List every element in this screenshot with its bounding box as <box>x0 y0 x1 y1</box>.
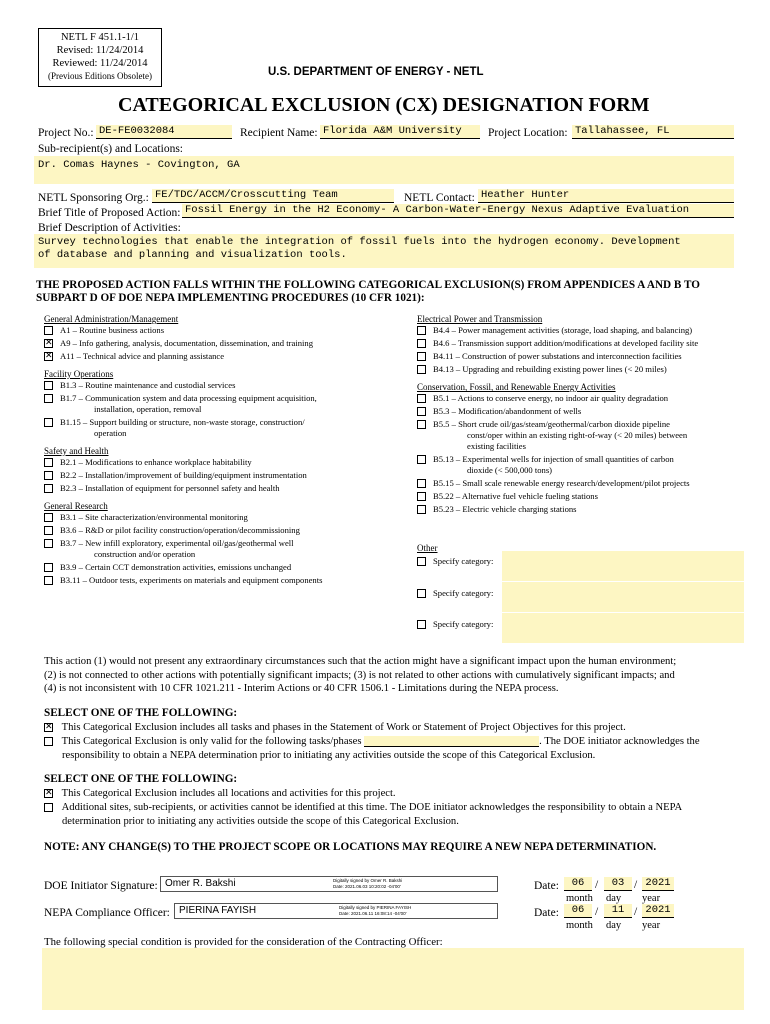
select1-checkbox-1[interactable]: ✕ <box>45 722 53 733</box>
other-field-1[interactable] <box>502 551 744 581</box>
project-no-field[interactable]: DE-FE0032084 <box>96 125 232 139</box>
exclusion-label: B4.13 – Upgrading and rebuilding existing power lines (< 20 miles) <box>433 364 667 374</box>
exclusion-label: B4.11 – Construction of power substations and interconnection facilities <box>433 351 682 361</box>
exclusion-item <box>417 478 747 489</box>
statement-line-2: (2) is not connected to other actions with potentially significant impacts; (3) is not related to other actions with cumulatively significant impacts; and <box>44 669 675 681</box>
select2-checkbox-1[interactable]: ✕ <box>45 788 53 799</box>
exclusion-checkbox[interactable] <box>417 420 426 429</box>
exclusion-label-continued: existing facilities <box>467 441 526 451</box>
exclusion-checkbox[interactable] <box>44 381 53 390</box>
nepa-year-caption: year <box>642 920 661 931</box>
select1-option-2-text: This Categorical Exclusion is only valid for the following tasks/phases <box>61 736 362 747</box>
exclusion-item <box>44 338 414 349</box>
exclusion-item <box>44 351 414 362</box>
select1-option-2 <box>44 735 700 749</box>
select1-checkbox-2[interactable] <box>44 737 53 746</box>
exclusions-heading <box>36 279 700 305</box>
tasks-phases-field[interactable] <box>364 736 539 747</box>
other-specify-2 <box>417 588 497 599</box>
exclusion-checkbox[interactable] <box>44 526 53 535</box>
exclusion-label: B2.1 – Modifications to enhance workplace habitability <box>60 457 252 467</box>
exclusion-checkbox[interactable] <box>417 479 426 488</box>
exclusion-text <box>60 575 322 586</box>
exclusion-text <box>60 538 294 560</box>
exclusion-label: A9 – Info gathering, analysis, documentation, dissemination, and training <box>60 338 313 348</box>
exclusion-checkbox[interactable] <box>417 326 426 335</box>
statement-paragraph <box>44 655 676 696</box>
obsolete-note: (Previous Editions Obsolete) <box>48 71 152 81</box>
doe-month-caption: month <box>566 893 593 904</box>
exclusion-item <box>417 504 747 515</box>
exclusion-text <box>433 338 698 349</box>
exclusion-item <box>417 419 747 452</box>
exclusion-text <box>60 393 317 415</box>
exclusion-label: B5.3 – Modification/abandonment of wells <box>433 406 582 416</box>
exclusion-label-continued: operation <box>94 428 127 438</box>
doe-digital-date: Date: 2021.06.03 10:20:02 -04'00' <box>333 883 401 889</box>
exclusion-label-continued: const/oper within an existing right-of-way (< 20 miles) between <box>467 430 688 440</box>
select1-option-2-cont: responsibility to obtain a NEPA determination prior to initiating any activities outside the scope of this Categorical Exclusion. <box>62 750 596 761</box>
exclusion-item <box>417 325 747 336</box>
left-group-general-administration-management <box>44 314 414 362</box>
exclusion-checkbox[interactable] <box>44 418 53 427</box>
other-field-3[interactable] <box>502 613 744 643</box>
specify-label-2: Specify category: <box>433 588 494 598</box>
form-number: NETL F 451.1-1/1 <box>60 32 140 43</box>
exclusion-text <box>60 338 313 349</box>
exclusion-item <box>417 454 747 476</box>
exclusion-item <box>417 364 747 375</box>
statement-line-1: This action (1) would not present any extraordinary circumstances such that the action might have a significant impact upon the human environment; <box>44 656 677 667</box>
nepa-date-sep-2: / <box>634 906 638 918</box>
other-specify-3 <box>417 619 497 630</box>
statement-line-3: (4) is not inconsistent with 10 CFR 1021.211 - Interim Actions or 40 CFR 1506.1 - Limitations during the NEPA process. <box>44 683 559 694</box>
exclusion-text <box>433 419 687 452</box>
select2-option-2 <box>44 801 682 815</box>
category-heading: General Administration/Management <box>44 314 179 324</box>
exclusion-label: B2.3 – Installation of equipment for personnel safety and health <box>60 483 280 493</box>
select2-checkbox-2[interactable] <box>44 803 53 812</box>
exclusion-text <box>433 478 690 489</box>
right-group-conservation-fossil-and-renewable-energy-activities <box>417 382 747 515</box>
location-field[interactable]: Tallahassee, FL <box>572 125 734 139</box>
exclusions-heading-line-1: THE PROPOSED ACTION FALLS WITHIN THE FOLLOWING CATEGORICAL EXCLUSION(S) FROM APPENDICES A AND B TO <box>36 279 700 291</box>
exclusion-text <box>60 562 291 573</box>
left-group-general-research <box>44 501 414 586</box>
exclusion-text <box>60 325 164 336</box>
exclusion-item <box>44 575 414 586</box>
exclusion-checkbox[interactable] <box>44 394 53 403</box>
exclusion-checkbox[interactable] <box>417 365 426 374</box>
exclusion-checkbox[interactable] <box>417 455 426 464</box>
exclusion-text <box>433 325 692 336</box>
doe-year-field[interactable]: 2021 <box>642 877 674 891</box>
exclusion-label: B1.3 – Routine maintenance and custodial services <box>60 380 236 390</box>
exclusion-checkbox[interactable] <box>44 484 53 493</box>
category-heading: Facility Operations <box>44 369 114 379</box>
exclusion-checkbox[interactable]: ✕ <box>45 351 53 361</box>
exclusion-checkbox[interactable] <box>44 563 53 572</box>
other-checkbox-1[interactable] <box>417 557 426 566</box>
left-group-safety-and-health <box>44 446 414 494</box>
special-condition-label: The following special condition is provided for the consideration of the Contracting Officer: <box>44 936 443 948</box>
doe-year-caption: year <box>642 893 661 904</box>
exclusion-label: B3.6 – R&D or pilot facility construction/operation/decommissioning <box>60 525 300 535</box>
revised-date: Revised: 11/24/2014 <box>56 45 144 56</box>
doe-digital-signed: Digitally signed by Omer R. Bakshi <box>333 878 403 883</box>
nepa-month-field[interactable]: 06 <box>564 904 592 918</box>
exclusion-item <box>417 406 747 417</box>
exclusion-text <box>60 470 307 481</box>
nepa-digital-signed: Digitally signed by PIERINA FAYISH <box>339 905 412 910</box>
exclusion-item <box>44 470 414 481</box>
exclusion-text <box>433 351 682 362</box>
category-heading: Safety and Health <box>44 446 109 456</box>
exclusion-label-continued: construction and/or operation <box>94 549 196 559</box>
sponsoring-field[interactable]: FE/TDC/ACCM/Crosscutting Team <box>152 189 394 203</box>
left-group-facility-operations <box>44 369 414 439</box>
exclusion-label: B5.23 – Electric vehicle charging stations <box>433 504 577 514</box>
brief-desc-label: Brief Description of Activities: <box>38 222 181 234</box>
exclusion-checkbox[interactable] <box>44 471 53 480</box>
location-label: Project Location: <box>488 127 568 139</box>
exclusion-text <box>433 491 598 502</box>
exclusion-text <box>60 351 224 362</box>
brief-title-label: Brief Title of Proposed Action: <box>38 207 181 219</box>
exclusion-checkbox[interactable]: ✕ <box>45 338 53 348</box>
exclusion-label: B4.4 – Power management activities (storage, load shaping, and balancing) <box>433 325 693 335</box>
exclusion-checkbox[interactable] <box>44 513 53 522</box>
subrecipients-field[interactable] <box>34 156 734 184</box>
exclusion-text <box>60 483 280 494</box>
exclusion-text <box>60 457 252 468</box>
doe-date-label: Date: <box>534 880 559 892</box>
exclusion-label: B4.6 – Transmission support addition/modifications at developed facility site <box>433 338 699 348</box>
exclusion-item <box>44 380 414 391</box>
doe-initiator-name: Omer R. Bakshi <box>165 878 236 889</box>
scope-change-note: NOTE: ANY CHANGE(S) TO THE PROJECT SCOPE OR LOCATIONS MAY REQUIRE A NEW NEPA DETERMINATION. <box>44 841 657 853</box>
exclusion-item <box>44 417 414 439</box>
reviewed-date: Reviewed: 11/24/2014 <box>52 58 148 69</box>
exclusion-label: B1.15 – Support building or structure, non-waste storage, construction/ <box>60 417 305 427</box>
form-id-box <box>38 28 162 87</box>
exclusion-item <box>44 525 414 536</box>
exclusion-item <box>44 538 414 560</box>
exclusion-checkbox[interactable] <box>44 576 53 585</box>
doe-digital-stamp <box>333 878 402 889</box>
select2-option-2-cont: determination prior to initiating any activities outside the scope of this Categorical Exclusion. <box>62 816 459 827</box>
category-heading: Conservation, Fossil, and Renewable Energy Activities <box>417 382 616 392</box>
exclusion-item <box>44 393 414 415</box>
exclusion-label: B5.22 – Alternative fuel vehicle fueling stations <box>433 491 598 501</box>
left-exclusion-column <box>44 314 414 593</box>
exclusion-text <box>433 454 674 476</box>
category-heading: Electrical Power and Transmission <box>417 314 543 324</box>
exclusion-label: B3.7 – New infill exploratory, experimental oil/gas/geothermal well <box>60 538 294 548</box>
specify-label-3: Specify category: <box>433 619 494 629</box>
contact-field[interactable]: Heather Hunter <box>478 189 734 203</box>
nepa-digital-stamp <box>339 905 411 916</box>
exclusion-item <box>44 325 414 336</box>
select2-option-1 <box>44 787 396 801</box>
other-heading: Other <box>417 543 438 553</box>
nepa-officer-signature[interactable] <box>174 903 498 919</box>
exclusion-item <box>44 483 414 494</box>
other-checkbox-3[interactable] <box>417 620 426 629</box>
doe-date-sep-2: / <box>634 879 638 891</box>
brief-desc-line-1: Survey technologies that enable the integration of fossil fuels into the hydrogen economy. Development <box>38 236 681 248</box>
project-no-label: Project No.: <box>38 127 94 139</box>
exclusion-label-continued: dioxide (< 500,000 tons) <box>467 465 553 475</box>
exclusion-checkbox[interactable] <box>417 339 426 348</box>
exclusion-label-continued: installation, operation, removal <box>94 404 202 414</box>
doe-day-field[interactable]: 03 <box>604 877 632 891</box>
exclusion-label: B3.11 – Outdoor tests, experiments on materials and equipment components <box>60 575 323 585</box>
exclusion-item <box>417 491 747 502</box>
select2-option-2-text: Additional sites, sub-recipients, or activities cannot be identified at this time. The DOE initiator acknowledges the responsibility to obtain a NEPA <box>61 802 683 813</box>
page-title: CATEGORICAL EXCLUSION (CX) DESIGNATION FORM <box>118 94 650 116</box>
select2-option-1-text: This Categorical Exclusion includes all locations and activities for this project. <box>61 788 396 799</box>
exclusion-checkbox[interactable] <box>417 492 426 501</box>
doe-date-sep-1: / <box>595 879 599 891</box>
exclusion-checkbox[interactable] <box>44 326 53 335</box>
exclusion-label: A11 – Technical advice and planning assistance <box>60 351 225 361</box>
nepa-year-field[interactable]: 2021 <box>642 904 674 918</box>
exclusion-label: A1 – Routine business actions <box>60 325 165 335</box>
exclusion-text <box>433 393 668 404</box>
exclusion-item <box>417 393 747 404</box>
special-condition-field[interactable] <box>42 948 744 1010</box>
exclusion-text <box>433 406 581 417</box>
exclusion-checkbox[interactable] <box>417 352 426 361</box>
right-exclusion-column <box>417 314 747 522</box>
other-field-2[interactable] <box>502 582 744 612</box>
doe-month-field[interactable]: 06 <box>564 877 592 891</box>
select-one-heading-2: SELECT ONE OF THE FOLLOWING: <box>44 773 238 785</box>
exclusion-label: B5.5 – Short crude oil/gas/steam/geothermal/carbon dioxide pipeline <box>433 419 670 429</box>
exclusion-label: B3.1 – Site characterization/environmental monitoring <box>60 512 248 522</box>
select-one-heading-1: SELECT ONE OF THE FOLLOWING: <box>44 707 238 719</box>
exclusion-item <box>417 351 747 362</box>
nepa-officer-label: NEPA Compliance Officer: <box>44 907 170 919</box>
select1-option-1 <box>44 721 626 735</box>
exclusion-text <box>60 525 300 536</box>
exclusion-item <box>44 512 414 523</box>
exclusion-checkbox[interactable] <box>44 458 53 467</box>
exclusion-label: B1.7 – Communication system and data processing equipment acquisition, <box>60 393 317 403</box>
exclusion-text <box>60 512 248 523</box>
nepa-officer-name: PIERINA FAYISH <box>179 905 257 916</box>
nepa-date-label: Date: <box>534 907 559 919</box>
exclusion-text <box>60 417 305 439</box>
exclusion-label: B5.1 – Actions to conserve energy, no indoor air quality degradation <box>433 393 669 403</box>
doe-initiator-signature[interactable] <box>160 876 498 892</box>
exclusions-heading-line-2: SUBPART D OF DOE NEPA IMPLEMENTING PROCEDURES (10 CFR 1021): <box>36 292 425 304</box>
exclusion-text <box>433 504 577 515</box>
nepa-digital-date: Date: 2021.06.11 16:08:14 -04'00' <box>339 910 407 916</box>
nepa-month-caption: month <box>566 920 593 931</box>
exclusion-item <box>417 338 747 349</box>
nepa-day-field[interactable]: 11 <box>604 904 632 918</box>
subrecipients-text: Dr. Comas Haynes - Covington, GA <box>38 159 240 171</box>
exclusion-text <box>433 364 667 375</box>
nepa-day-caption: day <box>606 920 622 931</box>
doe-initiator-label: DOE Initiator Signature: <box>44 880 158 892</box>
exclusion-checkbox[interactable] <box>44 539 53 548</box>
exclusion-checkbox[interactable] <box>417 394 426 403</box>
other-specify-1 <box>417 556 497 567</box>
select1-option-1-text: This Categorical Exclusion includes all tasks and phases in the Statement of Work or Statement of Project Objectives for this project. <box>61 722 626 733</box>
category-heading: General Research <box>44 501 108 511</box>
exclusion-item <box>44 457 414 468</box>
select1-option-2-text-b: . The DOE initiator acknowledges the <box>539 736 700 747</box>
recipient-field[interactable]: Florida A&M University <box>320 125 480 139</box>
exclusion-checkbox[interactable] <box>417 407 426 416</box>
exclusion-label: B3.9 – Certain CCT demonstration activities, emissions unchanged <box>60 562 292 572</box>
subrecipients-label: Sub-recipient(s) and Locations: <box>38 143 183 155</box>
exclusion-label: B5.15 – Small scale renewable energy research/development/pilot projects <box>433 478 690 488</box>
specify-label-1: Specify category: <box>433 556 494 566</box>
contact-label: NETL Contact: <box>404 192 475 204</box>
other-checkbox-2[interactable] <box>417 589 426 598</box>
right-group-electrical-power-and-transmission <box>417 314 747 375</box>
exclusion-label: B2.2 – Installation/improvement of building/equipment instrumentation <box>60 470 307 480</box>
exclusion-label: B5.13 – Experimental wells for injection of small quantities of carbon <box>433 454 674 464</box>
sponsoring-label: NETL Sponsoring Org.: <box>38 192 149 204</box>
nepa-date-sep-1: / <box>595 906 599 918</box>
agency-name: U.S. DEPARTMENT OF ENERGY - NETL <box>268 66 484 78</box>
brief-title-field[interactable]: Fossil Energy in the H2 Economy- A Carbon-Water-Energy Nexus Adaptive Evaluation <box>182 204 734 218</box>
recipient-label: Recipient Name: <box>240 127 318 139</box>
exclusion-text <box>60 380 235 391</box>
exclusion-checkbox[interactable] <box>417 505 426 514</box>
brief-desc-line-2: of database and planning and visualization tools. <box>38 249 347 261</box>
doe-day-caption: day <box>606 893 622 904</box>
brief-desc-field[interactable] <box>34 234 734 268</box>
exclusion-item <box>44 562 414 573</box>
